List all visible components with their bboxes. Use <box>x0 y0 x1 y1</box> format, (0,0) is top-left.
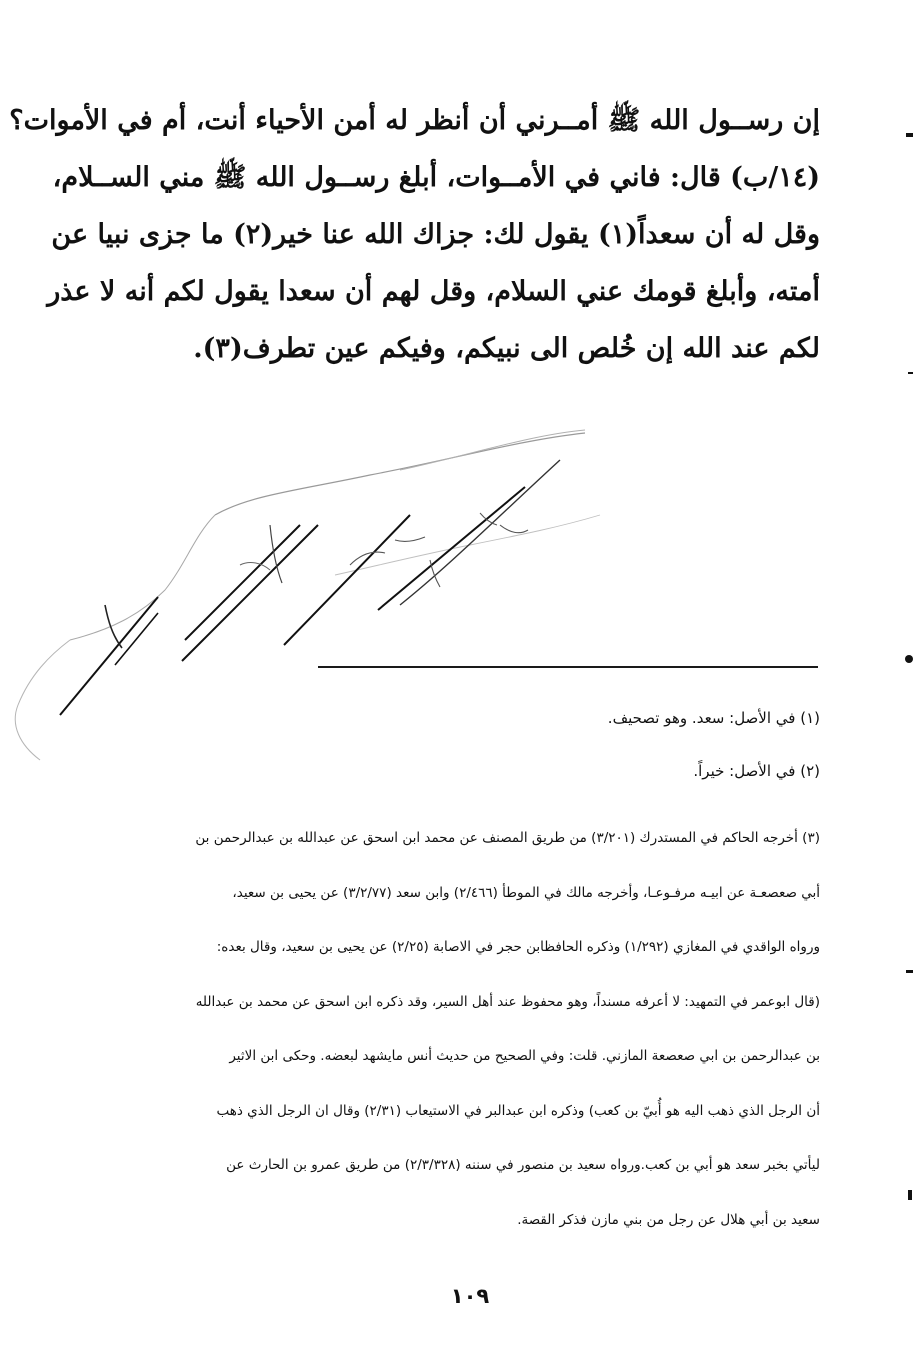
scan-edge-mark <box>908 1190 912 1200</box>
footnote-line: (٣) أخرجه الحاكم في المستدرك (٣/٢٠١) من طريق المصنف عن محمد ابن اسحق عن عبدالله بن عبدالرحمن بن <box>195 830 820 846</box>
footnote-separator <box>318 666 818 668</box>
page-number: ١٠٩ <box>450 1284 490 1308</box>
scan-edge-mark <box>908 372 913 374</box>
scan-edge-mark <box>905 655 913 663</box>
scan-edge-mark <box>906 133 913 137</box>
main-text-line: أمته، وأبلغ قومك عني السلام، وقل لهم أن سعدا يقول لكم أنه لا عذر <box>47 276 820 307</box>
footnote-line: ورواه الواقدي في المغازي (١/٢٩٢) وذكره الحافظابن حجر في الاصابة (٢/٢٥) عن يحيى بن سعيد، وقال بعده: <box>216 939 820 955</box>
main-text-line: (١٤/ب) قال: فاني في الأمــوات، أبلغ رســول الله ﷺ مني الســلام، <box>52 162 820 193</box>
footnote-line: سعيد بن أبي هلال عن رجل من بني مازن فذكر القصة. <box>517 1211 820 1228</box>
footnote-line: ليأتي بخبر سعد هو أبي بن كعب.ورواه سعيد بن منصور في سننه (٢/٣/٣٢٨) من طريق عمرو بن الحارث عن <box>226 1157 820 1173</box>
footnote-2: (٢) في الأصل: خيراً. <box>693 762 820 780</box>
footnote-1: (١) في الأصل: سعد. وهو تصحيف. <box>607 709 820 727</box>
main-text-line: وقل له أن سعداً(١) يقول لك: جزاك الله عنا خير(٢) ما جزى نبيا عن <box>51 219 820 250</box>
footnote-line: (قال ابوعمر في التمهيد: لا أعرفه مسنداً، وهو محفوظ عند أهل السير، وقد ذكره ابن اسحق عن محمد بن عبدالله <box>195 993 820 1010</box>
main-text-block <box>9 92 820 377</box>
footnote-3 <box>128 811 820 1247</box>
main-text-line: إن رســول الله ﷺ أمــرني أن أنظر له أمن الأحياء أنت، أم في الأموات؟ <box>9 105 820 136</box>
main-text-line: لكم عند الله إن خُلص الى نبيكم، وفيكم عين تطرف(٣). <box>193 333 820 364</box>
footnote-line: بن عبدالرحمن بن ابي صعصعة المازني. قلت: وفي الصحيح من حديث أنس مايشهد لبعضه. وحكى ابن الاثير <box>229 1048 820 1064</box>
footnote-line: أن الرجل الذي ذهب اليه هو أُبيّ بن كعب) وذكره ابن عبدالبر في الاستيعاب (٢/٣١) وقال ان الرجل الذي ذهب <box>216 1102 820 1119</box>
scan-edge-mark <box>906 970 913 973</box>
footnote-line: أبي صعصعـة عن ابيـه مرفـوعـا، وأخرجه مالك في الموطأ (٢/٤٦٦) وابن سعد (٣/٢/٧٧) عن يحيى بن سعيد، <box>232 884 820 901</box>
